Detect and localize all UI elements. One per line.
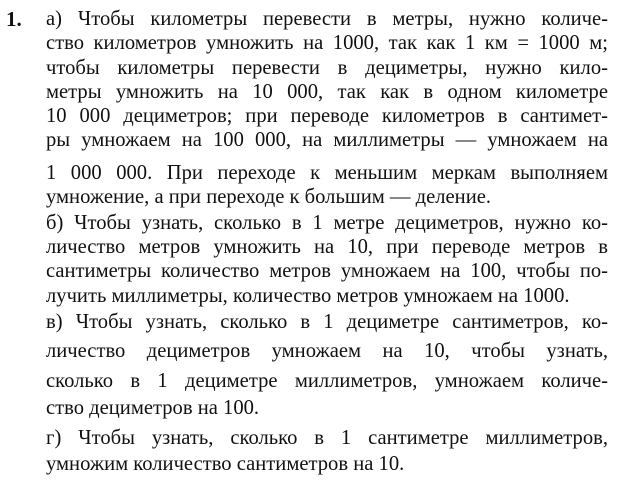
text-line: сколько в 1 дециметре миллиметров, умножаем количе- (46, 370, 608, 392)
text-line: г) Чтобы узнать, сколько в 1 сантиметре миллиметров, (46, 427, 608, 449)
text-line: лучить миллиметры, количество метров умножаем на 1000. (46, 285, 570, 307)
text-line: ры умножаем на 100 000, на миллиметры — умножаем на (46, 129, 608, 151)
text-line: личество дециметров умножаем на 10, чтобы узнать, (46, 340, 608, 362)
text-line: метры умножить на 10 000, так как в одном километре (46, 81, 608, 103)
text-line: б) Чтобы узнать, сколько в 1 метре дециметров, нужно ко- (46, 212, 608, 234)
text-line: 1 000 000. При переходе к меньшим меркам выполняем (46, 162, 608, 184)
text-line: а) Чтобы километры перевести в метры, нужно количе- (46, 8, 608, 30)
text-line: сантиметры количество метров умножаем на 100, чтобы по- (46, 260, 608, 282)
text-line: 10 000 дециметров; при переводе километров в сантимет- (46, 105, 608, 127)
text-line: умножим количество сантиметров на 10. (46, 453, 405, 475)
text-line: ство дециметров на 100. (46, 397, 260, 419)
item-number: 1. (6, 7, 22, 31)
text-line: ство километров умножить на 1000, так как 1 км = 1000 м; (46, 32, 608, 54)
text-line: умножение, а при переходе к большим — деление. (46, 186, 492, 208)
text-line: личество метров умножить на 10, при переводе метров в (46, 236, 608, 258)
text-line: в) Чтобы узнать, сколько в 1 дециметре сантиметров, ко- (46, 311, 608, 333)
text-line: чтобы километры перевести в дециметры, нужно кило- (46, 57, 608, 79)
